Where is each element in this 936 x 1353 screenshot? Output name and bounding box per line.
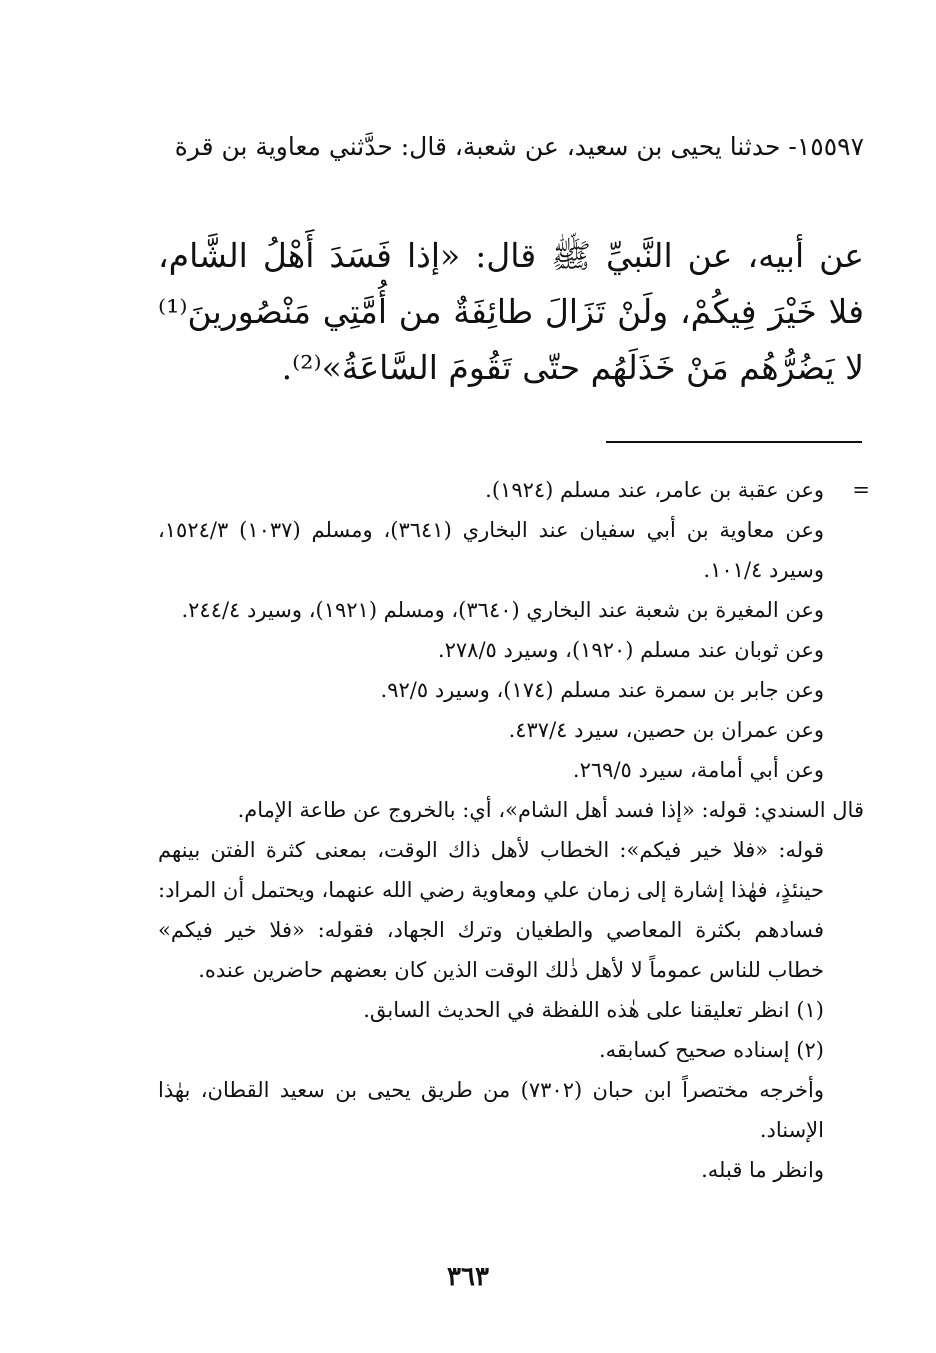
footnote-line: قوله: «فلا خير فيكم»: الخطاب لأهل ذاك الوقت، بمعنى كثرة الفتن بينهم حينئذٍ، فهٰذا إشارة إلى زمان علي ومعاوية رضي الله عنهما، ويحتمل أن المراد: فسادهم بكثرة المعاصي والطغيان وترك الجهاد، فقوله: «فلا خير فيكم» خطاب للناس عموماً لا لأهل ذٰلك الوقت الذين كان بعضهم حاضرين عنده. [158, 838, 824, 982]
footnote-line [158, 470, 870, 510]
footnote-line: وعن معاوية بن أبي سفيان عند البخاري (٣٦٤١)، ومسلم (١٠٣٧) ١٥٢٤/٣، وسيرد ١٠١/٤. [158, 518, 824, 582]
footnote-line: وانظر ما قبله. [701, 1158, 824, 1182]
footnote-line: وعن المغيرة بن شعبة عند البخاري (٣٦٤٠)، ومسلم (١٩٢١)، وسيرد ٢٤٤/٤. [181, 598, 824, 622]
page-number: ٣٦٣ [447, 1262, 489, 1292]
footnote-1: (١) انظر تعليقنا على هٰذه اللفظة في الحديث السابق. [363, 998, 824, 1022]
hadith-text: عن أبيه، عن النَّبيِّ ﷺ قال: «إذا فَسَدَ أَهْلُ الشَّام، فلا خَيْرَ فِيكُمْ، ولَنْ تَزَالَ طائِفَةٌ من أُمَّتِي مَنْصُورينَ⁽¹⁾ لا يَضُرُّهُم مَنْ خَذَلَهُم حتّى تَقُومَ السَّاعَةُ»⁽²⁾. [158, 236, 864, 387]
hadith-heading: ١٥٥٩٧- حدثنا يحيى بن سعيد، عن شعبة، قال: حدَّثني معاوية بن قرة [174, 132, 864, 161]
footnotes [158, 470, 870, 1190]
footnote-text: وعن عقبة بن عامر، عند مسلم (١٩٢٤). [485, 478, 824, 502]
continuation-mark: = [852, 478, 870, 502]
footnote-line: وعن جابر بن سمرة عند مسلم (١٧٤)، وسيرد ٩٢/٥. [380, 678, 824, 702]
footnote-divider [606, 441, 862, 443]
footnote-2: (٢) إسناده صحيح كسابقه. [598, 1038, 824, 1062]
footnote-line: وعن ثوبان عند مسلم (١٩٢٠)، وسيرد ٢٧٨/٥. [437, 638, 824, 662]
footnote-line: وعن عمران بن حصين، سيرد ٤٣٧/٤. [508, 718, 824, 742]
footnote-line: وعن أبي أمامة، سيرد ٢٦٩/٥. [572, 758, 824, 782]
footnote-line: وأخرجه مختصراً ابن حبان (٧٣٠٢) من طريق يحيى بن سعيد القطان، بهٰذا الإسناد. [158, 1078, 824, 1142]
footnote-line: قال السندي: قوله: «إذا فسد أهل الشام»، أي: بالخروج عن طاعة الإمام. [237, 798, 864, 822]
